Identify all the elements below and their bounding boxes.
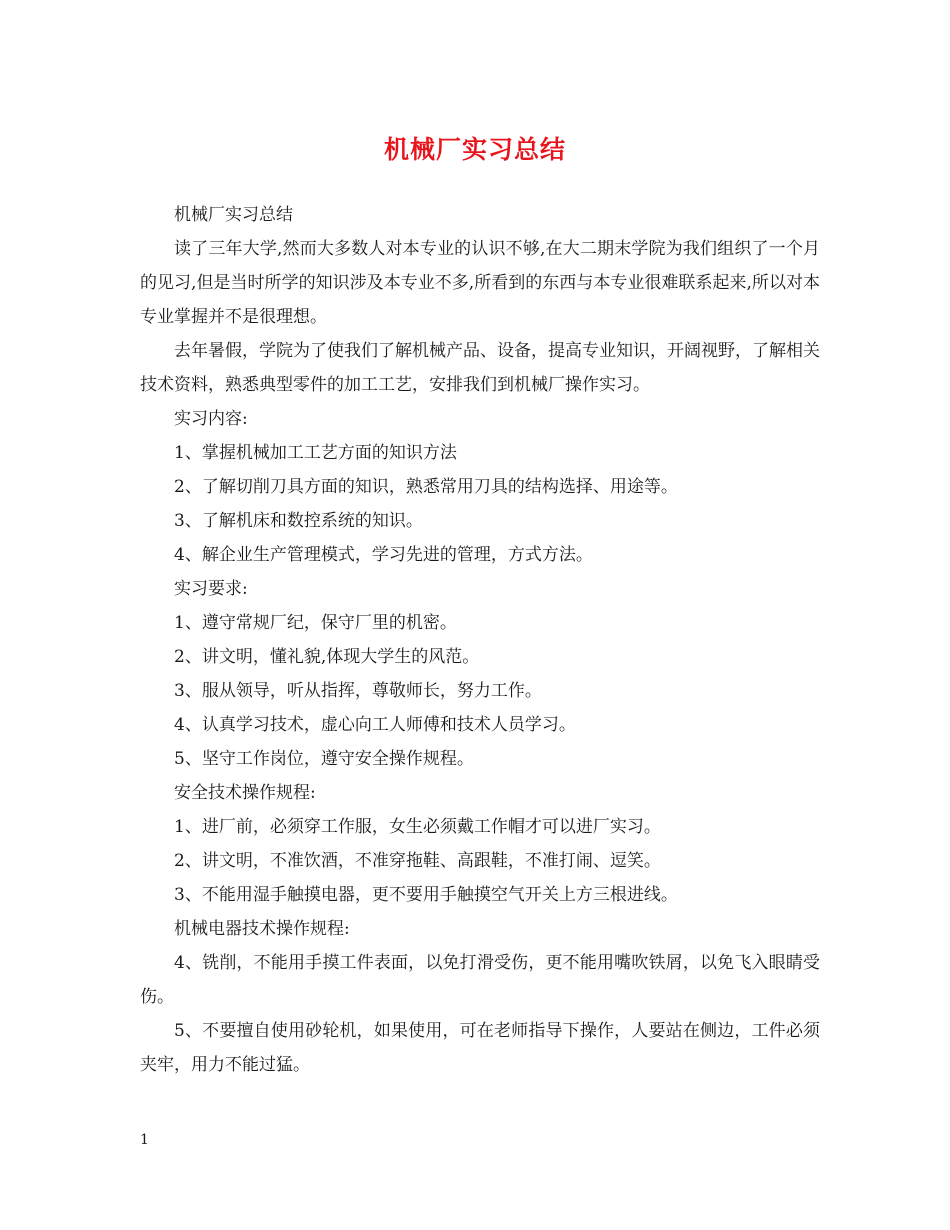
list-item: 2、了解切削刀具方面的知识，熟悉常用刀具的结构选择、用途等。 bbox=[174, 477, 678, 497]
paragraph: 去年暑假，学院为了使我们了解机械产品、设备，提高专业知识，开阔视野，了解相关技术资料，熟悉典型零件的加工工艺，安排我们到机械厂操作实习。 bbox=[140, 341, 820, 395]
section-heading-requirements: 实习要求: bbox=[174, 579, 248, 599]
list-item: 3、了解机床和数控系统的知识。 bbox=[174, 511, 423, 531]
document-title: 机械厂实习总结 bbox=[383, 135, 566, 164]
paragraph: 读了三年大学,然而大多数人对本专业的认识不够,在大二期末学院为我们组织了一个月的见习,但是当时所学的知识涉及本专业不多,所看到的东西与本专业很难联系起来,所以对本专业掌握并不是很理想。 bbox=[140, 239, 820, 327]
list-item: 2、讲文明，不准饮酒，不准穿拖鞋、高跟鞋，不准打闹、逗笑。 bbox=[174, 851, 661, 871]
section-heading-content: 实习内容: bbox=[174, 409, 248, 429]
section-heading-electrical: 机械电器技术操作规程: bbox=[174, 919, 350, 939]
list-item: 3、服从领导，听从指挥，尊敬师长，努力工作。 bbox=[174, 681, 542, 701]
paragraph-heading: 机械厂实习总结 bbox=[174, 205, 293, 225]
section-heading-safety: 安全技术操作规程: bbox=[174, 783, 316, 803]
list-item: 1、遵守常规厂纪，保守厂里的机密。 bbox=[174, 613, 457, 633]
page-number: 1 bbox=[140, 1132, 149, 1148]
list-item: 4、铣削，不能用手摸工件表面，以免打滑受伤，更不能用嘴吹铁屑，以免飞入眼睛受伤。 bbox=[140, 953, 820, 1007]
document-body bbox=[140, 198, 820, 1082]
list-item: 1、进厂前，必须穿工作服，女生必须戴工作帽才可以进厂实习。 bbox=[174, 817, 661, 837]
list-item: 4、解企业生产管理模式，学习先进的管理，方式方法。 bbox=[174, 545, 593, 565]
list-item: 3、不能用湿手触摸电器，更不要用手触摸空气开关上方三根进线。 bbox=[174, 885, 678, 905]
list-item: 1、掌握机械加工工艺方面的知识方法 bbox=[174, 443, 457, 463]
list-item: 5、不要擅自使用砂轮机，如果使用，可在老师指导下操作，人要站在侧边，工件必须夹牢，用力不能过猛。 bbox=[140, 1021, 820, 1075]
list-item: 4、认真学习技术，虚心向工人师傅和技术人员学习。 bbox=[174, 715, 576, 735]
list-item: 5、坚守工作岗位，遵守安全操作规程。 bbox=[174, 749, 474, 769]
list-item: 2、讲文明，懂礼貌,体现大学生的风范。 bbox=[174, 647, 480, 667]
